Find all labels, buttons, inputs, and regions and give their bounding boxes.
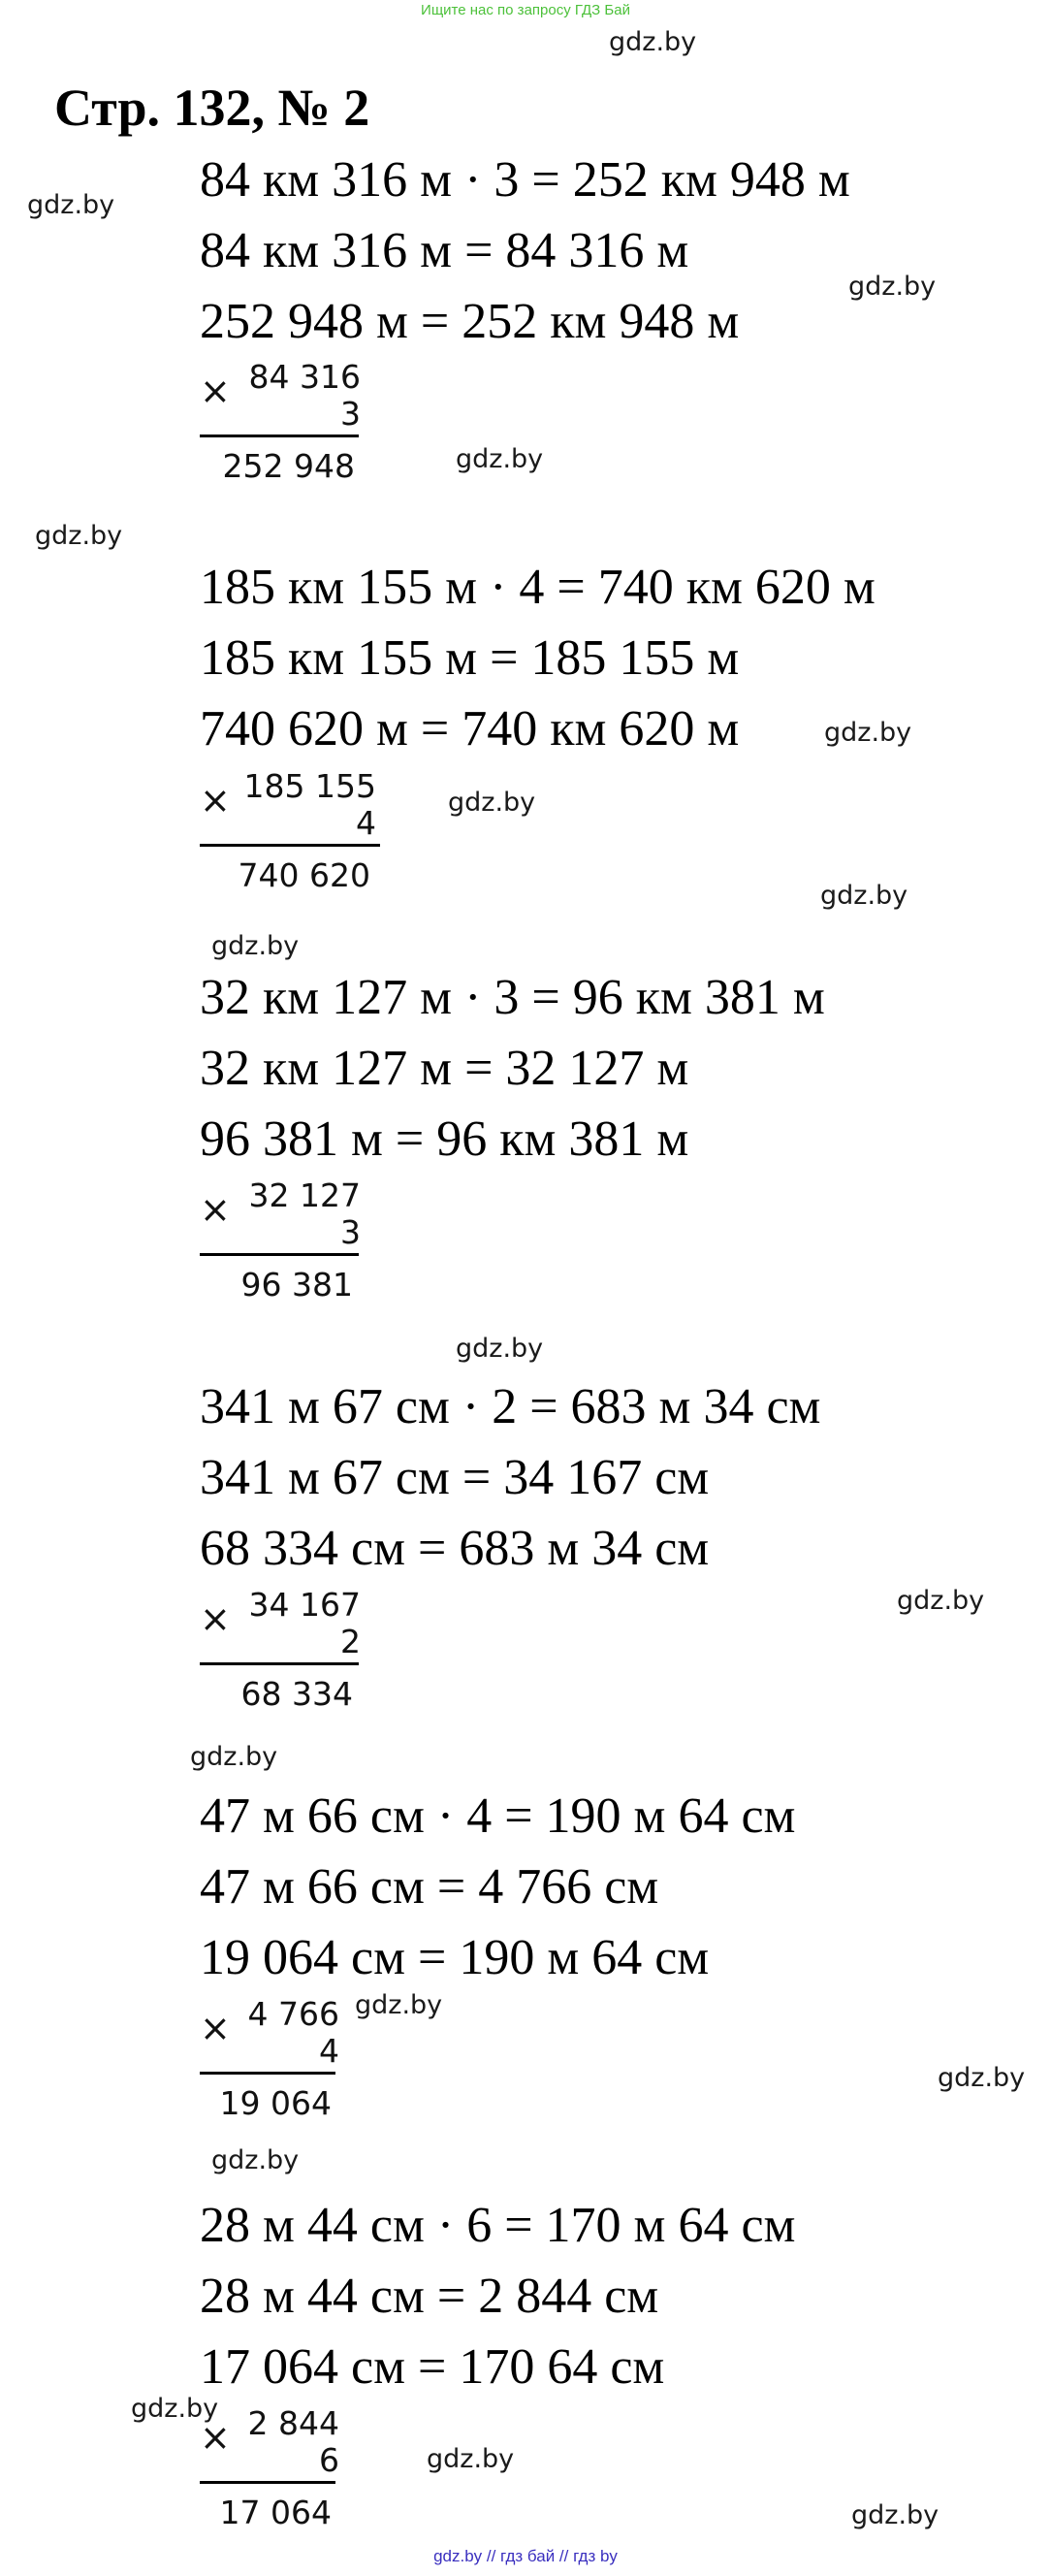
watermark: gdz.by <box>35 521 123 551</box>
equation-line: 19 064 см = 190 м 64 см <box>200 1930 710 1985</box>
multiplicand: 84 316 <box>248 358 361 396</box>
multiplicand: 34 167 <box>248 1586 361 1624</box>
equation-line: 84 км 316 м = 84 316 м <box>200 223 689 278</box>
multiplier: 2 <box>340 1623 361 1660</box>
equation-line: 28 м 44 см = 2 844 см <box>200 2269 659 2324</box>
top-banner[interactable]: Ищите нас по запросу ГДЗ Бай <box>421 2 630 18</box>
multiplier: 4 <box>356 804 376 842</box>
equation-line: 17 064 см = 170 64 см <box>200 2339 665 2395</box>
equation-line: 47 м 66 см = 4 766 см <box>200 1859 659 1915</box>
multiplier: 4 <box>319 2032 339 2070</box>
multiply-sign-icon: × <box>200 1188 231 1231</box>
multiplier: 3 <box>340 1213 361 1251</box>
multiply-sign-icon: × <box>200 2416 231 2459</box>
watermark: gdz.by <box>897 1586 985 1616</box>
watermark: gdz.by <box>938 2063 1026 2093</box>
column-rule <box>200 1253 359 1256</box>
watermark: gdz.by <box>131 2394 219 2424</box>
equation-line: 47 м 66 см · 4 = 190 м 64 см <box>200 1788 796 1844</box>
multiply-sign-icon: × <box>200 370 231 412</box>
product: 96 381 <box>240 1266 353 1304</box>
watermark: gdz.by <box>456 1334 544 1364</box>
column-rule <box>200 435 359 437</box>
multiply-sign-icon: × <box>200 779 231 821</box>
watermark: gdz.by <box>190 1742 278 1772</box>
watermark: gdz.by <box>820 881 908 911</box>
equation-line: 68 334 см = 683 м 34 см <box>200 1521 710 1576</box>
watermark: gdz.by <box>355 1990 443 2020</box>
watermark: gdz.by <box>427 2444 515 2474</box>
watermark: gdz.by <box>211 2145 300 2175</box>
watermark: gdz.by <box>456 444 544 474</box>
product: 19 064 <box>219 2084 332 2122</box>
equation-line: 28 м 44 см · 6 = 170 м 64 см <box>200 2198 796 2253</box>
equation-line: 32 км 127 м = 32 127 м <box>200 1041 689 1096</box>
footer-links[interactable]: gdz.by // гдз бай // гдз by <box>433 2547 618 2565</box>
equation-line: 252 948 м = 252 км 948 м <box>200 294 740 349</box>
product: 68 334 <box>240 1675 353 1713</box>
multiply-sign-icon: × <box>200 2007 231 2049</box>
multiplicand: 2 844 <box>247 2404 339 2442</box>
equation-line: 32 км 127 м · 3 = 96 км 381 м <box>200 970 825 1025</box>
watermark: gdz.by <box>609 27 697 57</box>
watermark: gdz.by <box>448 788 536 818</box>
multiplier: 6 <box>319 2441 339 2479</box>
product: 17 064 <box>219 2494 332 2531</box>
equation-line: 84 км 316 м · 3 = 252 км 948 м <box>200 152 850 208</box>
multiplicand: 185 155 <box>243 767 376 805</box>
multiply-sign-icon: × <box>200 1597 231 1640</box>
multiplicand: 32 127 <box>248 1176 361 1214</box>
column-rule <box>200 1662 359 1665</box>
column-rule <box>200 2072 335 2075</box>
equation-line: 341 м 67 см · 2 = 683 м 34 см <box>200 1379 821 1434</box>
watermark: gdz.by <box>851 2500 940 2530</box>
equation-line: 740 620 м = 740 км 620 м <box>200 701 740 757</box>
equation-line: 341 м 67 см = 34 167 см <box>200 1450 710 1505</box>
product: 740 620 <box>238 856 370 894</box>
watermark: gdz.by <box>824 718 912 748</box>
equation-line: 185 км 155 м = 185 155 м <box>200 630 740 686</box>
column-rule <box>200 2481 335 2484</box>
column-rule <box>200 844 380 847</box>
watermark: gdz.by <box>27 190 115 220</box>
multiplicand: 4 766 <box>247 1995 339 2033</box>
page-title: Стр. 132, № 2 <box>54 79 370 137</box>
multiplier: 3 <box>340 395 361 433</box>
watermark: gdz.by <box>211 931 300 961</box>
watermark: gdz.by <box>848 272 937 302</box>
equation-line: 185 км 155 м · 4 = 740 км 620 м <box>200 560 876 615</box>
equation-line: 96 381 м = 96 км 381 м <box>200 1111 689 1167</box>
product: 252 948 <box>222 447 355 485</box>
